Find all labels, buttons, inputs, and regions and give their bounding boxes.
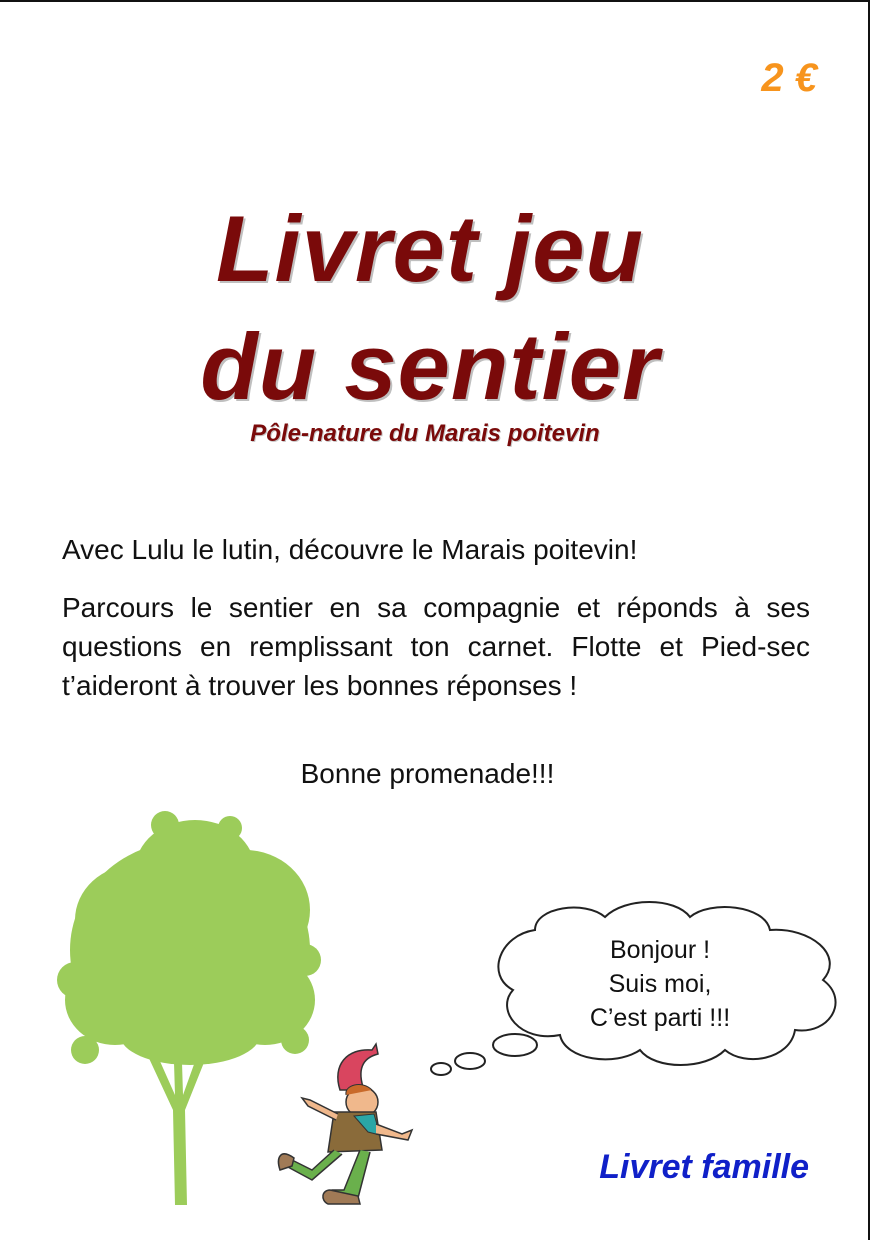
price-label: 2 € <box>761 56 817 100</box>
body-paragraph: Parcours le sentier en sa compagnie et réponds à ses questions en remplissant ton carnet. Flotte et Pied-sec t’aideront à trouver les bonnes réponses ! <box>62 592 810 701</box>
bubble-line-1: Bonjour ! <box>609 936 711 964</box>
bubble-text <box>540 933 780 1035</box>
bubble-line-2: Suis moi, <box>608 970 712 998</box>
bubble-line-3: C’est parti !!! <box>589 1004 731 1032</box>
right-border <box>868 0 870 1240</box>
elf-character-illustration <box>272 1040 432 1210</box>
intro-text: Avec Lulu le lutin, découvre le Marais poitevin! <box>62 534 638 565</box>
top-border <box>0 0 870 2</box>
subtitle: Pôle-nature du Marais poitevin <box>250 420 600 447</box>
closing-text: Bonne promenade!!! <box>300 758 555 789</box>
title-line-1: Livret jeu <box>216 196 644 301</box>
title-line-2: du sentier <box>200 314 660 419</box>
footer-label: Livret famille <box>599 1148 809 1186</box>
